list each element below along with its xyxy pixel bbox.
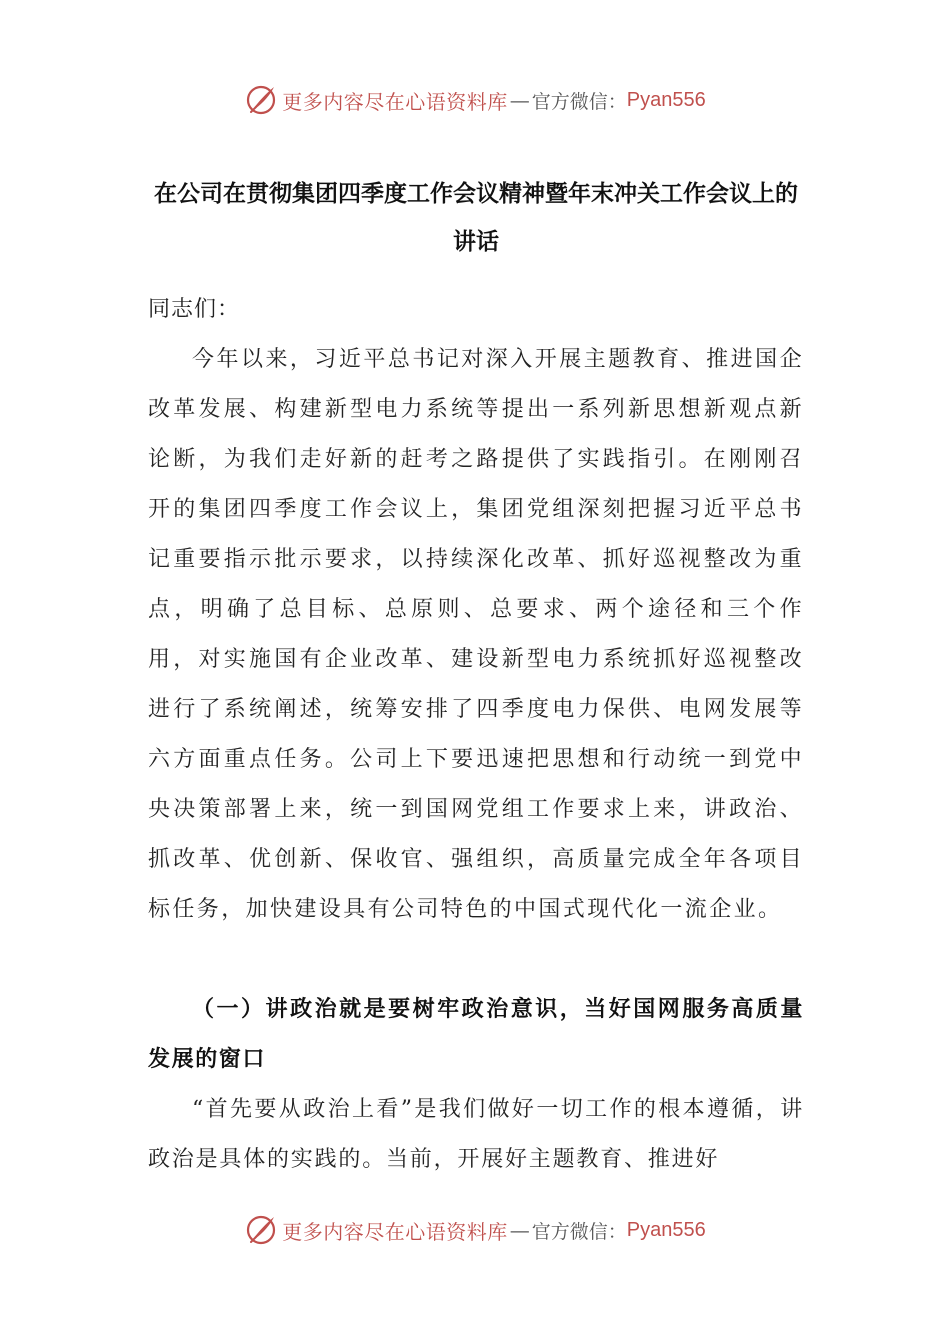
- document-title: 在公司在贯彻集团四季度工作会议精神暨年末冲关工作会议上的讲话: [154, 181, 798, 255]
- banner-dash: —: [509, 88, 530, 112]
- salutation: 同志们：: [148, 297, 241, 322]
- quill-pen-logo-icon: [244, 1213, 278, 1247]
- banner-dash: —: [509, 1218, 530, 1242]
- banner-wechat-id: Pyan556: [626, 1218, 706, 1241]
- banner-wechat-label: 官方微信：: [531, 1220, 627, 1243]
- footer-banner: [0, 1210, 950, 1250]
- banner-main-text: 更多内容尽在心语资料库: [282, 1219, 508, 1244]
- banner-wechat-label: 官方微信：: [531, 90, 627, 113]
- body-paragraph-2: “首先要从政治上看”是我们做好一切工作的根本遵循，讲政治是具体的实践的。当前，开展好主题教育、推进好: [148, 1097, 804, 1172]
- banner-wechat-id: Pyan556: [626, 88, 706, 111]
- body-paragraph-1: 今年以来，习近平总书记对深入开展主题教育、推进国企改革发展、构建新型电力系统等提出一系列新思想新观点新论断，为我们走好新的赶考之路提供了实践指引。在刚刚召开的集团四季度工作会议上，集团党组深刻把握习近平总书记重要指示批示要求，以持续深化改革、抓好巡视整改为重点，明确了总目标、总原则、总要求、两个途径和三个作用，对实施国有企业改革、建设新型电力系统抓好巡视整改进行了系统阐述，统筹安排了四季度电力保供、电网发展等六方面重点任务。公司上下要迅速把思想和行动统一到党中央决策部署上来，统一到国网党组工作要求上来，讲政治、抓改革、优创新、保收官、强组织，高质量完成全年各项目标任务，加快建设具有公司特色的中国式现代化一流企业。: [148, 347, 804, 922]
- header-banner: [0, 80, 950, 120]
- banner-main-text: 更多内容尽在心语资料库: [282, 89, 508, 114]
- section-heading-1: （一）讲政治就是要树牢政治意识，当好国网服务高质量发展的窗口: [148, 997, 804, 1072]
- quill-pen-logo-icon: [244, 83, 278, 117]
